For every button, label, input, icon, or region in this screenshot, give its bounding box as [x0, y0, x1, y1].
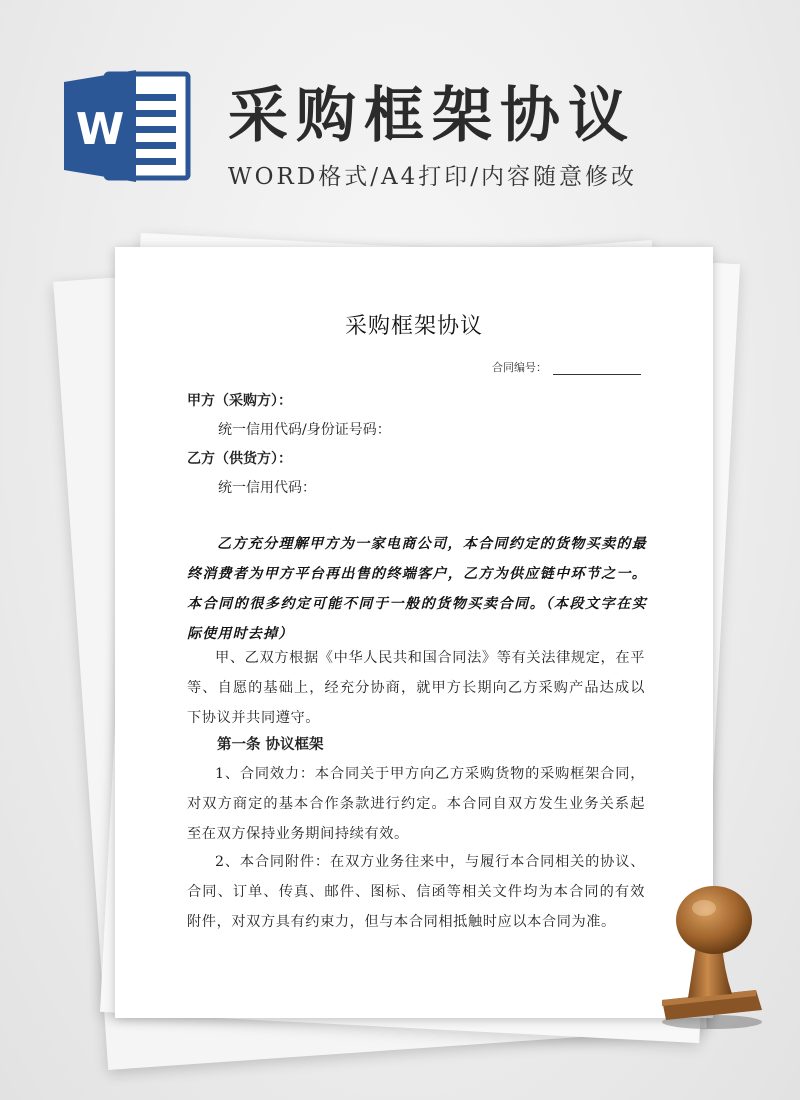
intro-paragraph: 甲、乙双方根据《中华人民共和国合同法》等有关法律规定，在平等、自愿的基础上，经充分协商，就甲方长期向乙方采购产品达成以下协议并共同遵守。	[187, 650, 645, 726]
clause-1-paragraph: 1、合同效力：本合同关于甲方向乙方采购货物的采购框架合同，对双方商定的基本合作条款进行约定。本合同自双方发生业务关系起至在双方保持业务期间持续有效。	[187, 766, 645, 842]
contract-number-label: 合同编号：	[492, 361, 547, 374]
party-b-id-label: 统一信用代码：	[218, 480, 316, 496]
note-paragraph: 乙方充分理解甲方为一家电商公司，本合同约定的货物买卖的最终消费者为甲方平台再出售的终端客户，乙方为供应链中环节之一。本合同的很多约定可能不同于一般的货物买卖合同。（本段文字在实际使用时去掉）	[187, 536, 647, 642]
word-document-icon	[62, 66, 192, 186]
contract-number-field	[492, 359, 641, 375]
banner-subtitle: WORD格式/A4打印/内容随意修改	[228, 164, 637, 190]
clause-2-paragraph: 2、本合同附件：在双方业务往来中，与履行本合同相关的协议、合同、订单、传真、邮件、图标、信函等相关文件均为本合同的有效附件，对双方具有约束力，但与本合同相抵触时应以本合同为准。	[187, 854, 645, 930]
word-logo-letter: W	[75, 104, 125, 155]
contract-number-blank	[553, 363, 641, 375]
party-a-label: 甲方（采购方）：	[187, 393, 292, 409]
article-1-heading: 第一条 协议框架	[217, 736, 324, 753]
document-title: 采购框架协议	[344, 314, 483, 339]
wooden-stamp-icon	[652, 882, 770, 1032]
party-a-id-label: 统一信用代码/身份证号码：	[218, 422, 391, 438]
document-page	[115, 247, 713, 1018]
banner-title: 采购框架协议	[228, 81, 636, 151]
party-b-label: 乙方（供货方）：	[187, 451, 292, 467]
